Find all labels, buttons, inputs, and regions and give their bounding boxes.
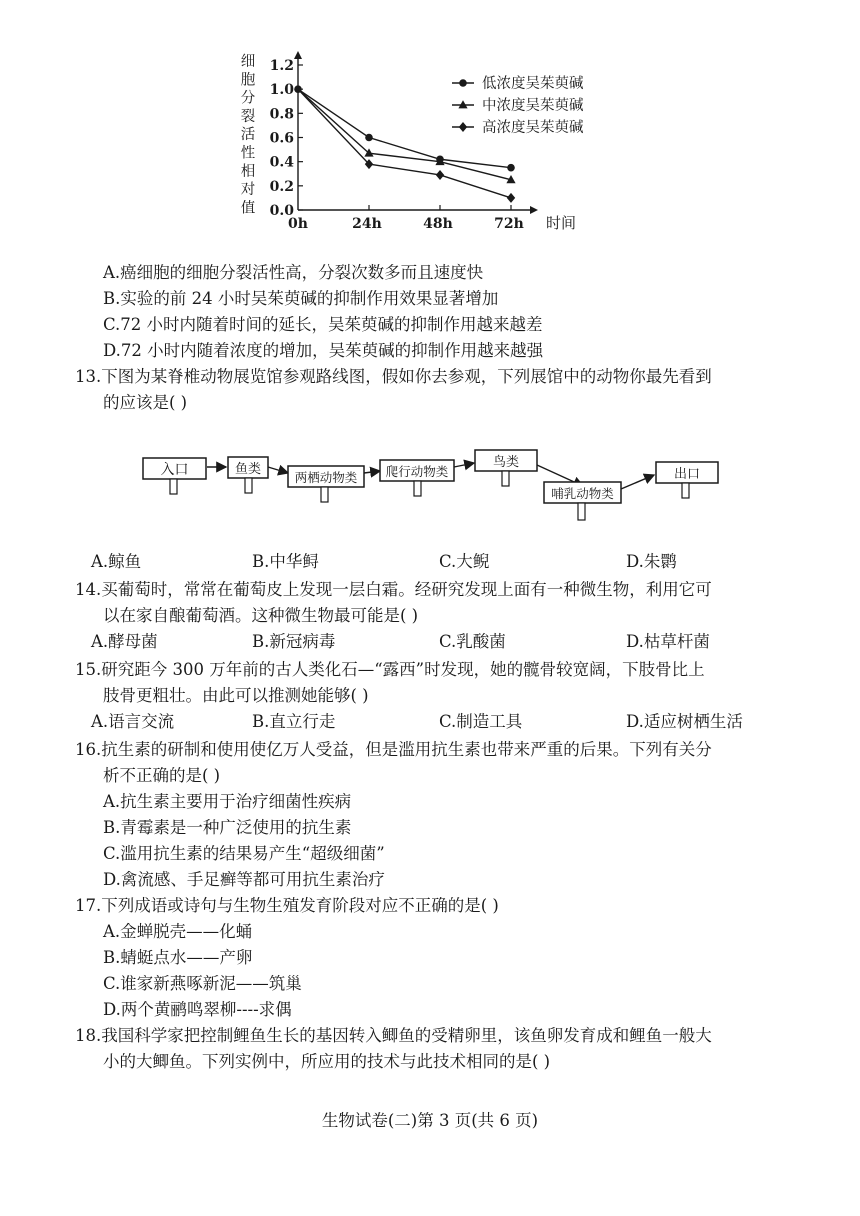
route-arrow [268,467,288,473]
y-tick-label: 1.2 [269,58,294,74]
series-line [298,89,511,198]
y-axis-label-char: 值 [240,200,256,217]
cell-activity-chart [238,48,618,243]
y-axis-arrow [294,51,302,59]
q14-option-c: C.乳酸菌 [439,632,506,651]
y-tick-label: 0.2 [269,178,294,195]
q13-option-c: C.大鲵 [439,552,490,571]
q13-stem-line1: 13.下图为某脊椎动物展览馆参观路线图，假如你去参观，下列展馆中的动物你最先看到 [75,367,712,386]
y-axis-label-char: 细 [240,54,256,70]
q16-option-b: B.青霉素是一种广泛使用的抗生素 [103,818,352,837]
series-point [294,85,302,93]
series-line [298,89,511,180]
x-axis-arrow [530,206,538,214]
route-sign-amphibians [288,466,364,502]
q17-stem: 17.下列成语或诗句与生物生殖发育阶段对应不正确的是( ) [75,896,499,915]
series-point [365,134,373,142]
q17-option-d: D.两个黄鹂鸣翠柳----求偶 [103,1000,292,1019]
route-label: 鸟类 [492,455,520,470]
x-axis-label: 时间 [546,214,577,232]
q15-option-c: C.制造工具 [439,712,523,731]
y-axis-label-char: 分 [240,90,256,107]
x-tick-label: 48h [423,216,453,232]
q15-option-b: B.直立行走 [252,712,336,731]
route-label: 鱼类 [234,462,262,477]
route-label: 两栖动物类 [294,470,358,485]
y-axis-label-char: 胞 [240,72,256,89]
x-tick-label: 0h [288,216,308,232]
route-sign-entrance [143,458,206,494]
q15-option-d: D.适应树栖生活 [626,712,743,731]
q17-option-c: C.谁家新燕啄新泥——筑巢 [103,974,302,993]
q15-stem-line1: 15.研究距今 300 万年前的古人类化石—“露西”时发现，她的髋骨较宽阔，下肢骨比上 [75,660,705,679]
y-axis-label [241,53,256,216]
q16-option-d: D.禽流感、手足癣等都可用抗生素治疗 [103,870,385,889]
route-label: 入口 [160,462,189,478]
q13-stem-line2: 的应该是( ) [103,393,188,412]
route-label: 爬行动物类 [385,464,449,479]
legend-marker [459,122,467,132]
q15-option-a: A.语言交流 [91,712,175,731]
series-point [507,193,515,203]
route-arrow [364,471,380,473]
q16-stem-line2: 析不正确的是( ) [103,766,221,785]
y-axis-label-char: 活 [240,127,256,144]
series-point [507,164,515,172]
q16-option-c: C.滥用抗生素的结果易产生“超级细菌” [103,844,385,863]
y-tick-label: 0.0 [269,203,294,219]
route-label: 出口 [673,467,701,482]
route-sign-fish [228,457,268,493]
q13-option-b: B.中华鲟 [252,552,319,571]
q12-option-d: D.72 小时内随着浓度的增加，吴茱萸碱的抑制作用越来越强 [103,341,544,360]
y-axis-label-char: 裂 [240,108,256,125]
route-sign-mammals [544,482,621,520]
y-tick-label: 0.6 [269,130,294,147]
q12-option-b: B.实验的前 24 小时吴茱萸碱的抑制作用效果显著增加 [103,289,499,308]
q12-option-c: C.72 小时内随着时间的延长，吴茱萸碱的抑制作用越来越差 [103,315,543,334]
q14-option-b: B.新冠病毒 [252,632,336,651]
museum-route-diagram [140,445,740,525]
y-axis-label-char: 相 [240,163,256,180]
route-sign-exit [656,462,718,498]
legend-label: 低浓度吴茱萸碱 [482,76,584,92]
q13-option-a: A.鲸鱼 [91,552,142,571]
q14-stem-line2: 以在家自酿葡萄酒。这种微生物最可能是( ) [103,606,419,625]
route-arrow [621,475,654,489]
q14-option-a: A.酵母菌 [91,632,158,651]
q14-option-d: D.枯草杆菌 [626,632,710,651]
q16-stem-line1: 16.抗生素的研制和使用使亿万人受益，但是滥用抗生素也带来严重的后果。下列有关分 [75,740,712,759]
y-tick-label: 0.4 [269,154,294,171]
y-axis-label-char: 性 [240,145,256,162]
route-sign-reptiles [380,460,454,496]
legend-label: 高浓度吴茱萸碱 [482,120,584,136]
y-tick-label: 1.0 [269,82,294,99]
y-tick-label: 0.8 [269,106,294,123]
legend-marker [459,79,467,87]
q18-stem-line1: 18.我国科学家把控制鲤鱼生长的基因转入鲫鱼的受精卵里，该鱼卵发育成和鲤鱼一般大 [75,1026,712,1045]
q13-option-d: D.朱鹮 [626,552,677,571]
route-sign-birds [475,450,537,486]
q12-option-a: A.癌细胞的细胞分裂活性高，分裂次数多而且速度快 [103,263,484,282]
q17-option-b: B.蜻蜓点水——产卵 [103,948,253,967]
page-footer: 生物试卷(二)第 3 页(共 6 页) [321,1111,539,1130]
series-point [436,170,444,180]
series-line [298,89,511,168]
q16-option-a: A.抗生素主要用于治疗细菌性疾病 [103,792,352,811]
chart-legend [452,74,584,136]
legend-label: 中浓度吴茱萸碱 [482,98,584,114]
x-tick-label: 72h [494,216,524,232]
route-arrow [454,463,474,467]
y-axis-label-char: 对 [240,182,256,199]
q15-stem-line2: 肢骨更粗壮。由此可以推测她能够( ) [103,686,369,705]
q18-stem-line2: 小的大鲫鱼。下列实例中，所应用的技术与此技术相同的是( ) [103,1052,551,1071]
q14-stem-line1: 14.买葡萄时，常常在葡萄皮上发现一层白霜。经研究发现上面有一种微生物，利用它可 [75,580,712,599]
q17-option-a: A.金蝉脱壳——化蛹 [103,922,253,941]
route-label: 哺乳动物类 [551,486,614,501]
x-tick-label: 24h [352,216,382,232]
